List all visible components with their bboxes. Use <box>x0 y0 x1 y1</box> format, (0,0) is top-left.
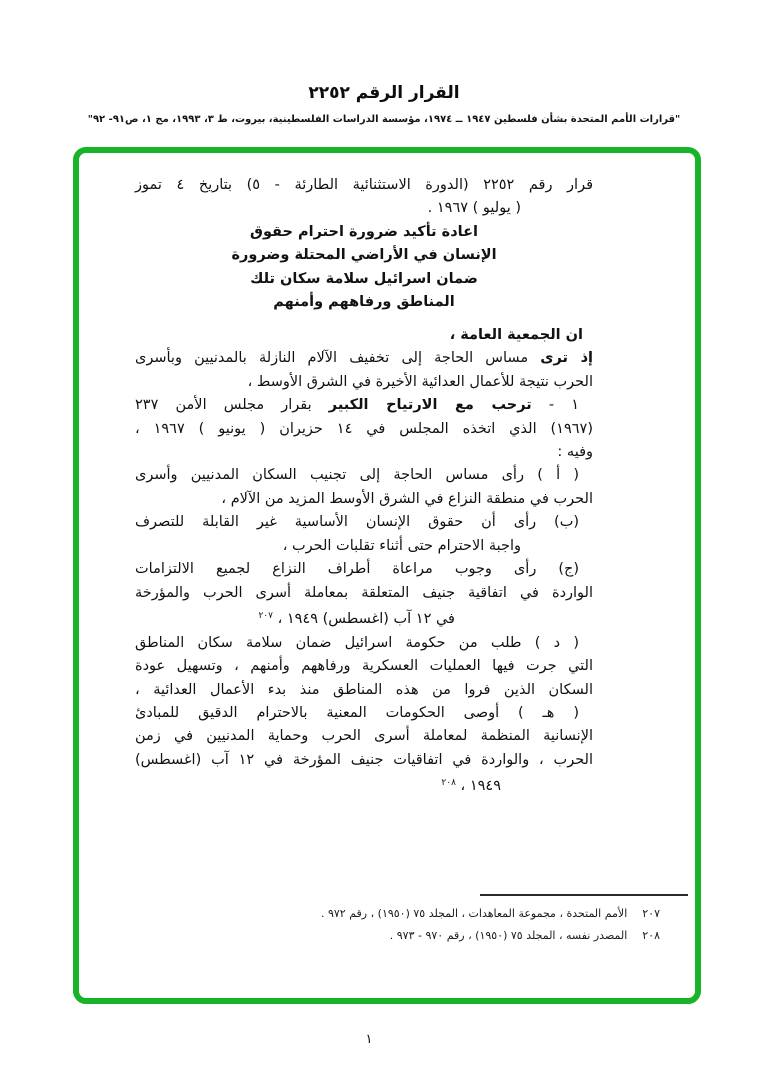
footnote-207-row <box>321 903 660 925</box>
preamble-clause-line-1 <box>135 347 593 370</box>
operative-1-line-3: وفيه : <box>557 443 593 460</box>
page-number: ١ <box>365 1032 373 1047</box>
operative-1-rest: بقرار مجلس الأمن ٢٣٧ <box>135 397 329 414</box>
footnotes <box>321 903 660 946</box>
operative-1-number: ١ - <box>531 397 579 414</box>
subject-line-1: اعادة تأكيد ضرورة احترام حقوق <box>250 223 478 240</box>
item-h-line-2: الإنسانية المنظمة لمعاملة أسرى الحرب وحماية المدنيين في زمن <box>135 728 593 745</box>
footnote-ref-207: ٢٠٧ <box>258 611 273 622</box>
source-citation: "قرارات الأمم المتحدة بشأن فلسطين ١٩٤٧ ــ ١٩٧٤، مؤسسة الدراسات الفلسطينية، بيروت، ط ٣، ١٩٩٣، مج ١، ص٩١- ٩٢" <box>87 114 681 125</box>
footnote-ref-208: ٢٠٨ <box>441 778 456 789</box>
item-c-line-1: (ج) رأى وجوب مراعاة أطراف النزاع لجميع الالتزامات <box>135 561 579 578</box>
item-d-line-1: ( د ) طلب من حكومة اسرائيل ضمان سلامة سكان المناطق <box>135 634 579 651</box>
footnote-207-number: ٢٠٧ <box>642 907 660 920</box>
resolution-intro-line-2: ( يوليو ) ١٩٦٧ . <box>427 200 521 217</box>
item-b-line-2: واجبة الاحترام حتى أثناء تقلبات الحرب ، <box>282 537 521 554</box>
subject-line-3: ضمان اسرائيل سلامة سكان تلك <box>250 270 478 287</box>
preamble-clause-line-2: الحرب نتيجة للأعمال العدائية الأخيرة في الشرق الأوسط ، <box>247 373 593 390</box>
item-a-line-2: الحرب في منطقة النزاع في الشرق الأوسط المزيد من الآلام ، <box>221 490 593 507</box>
item-c-line-2: الواردة في اتفاقية جنيف المتعلقة بمعاملة أسرى الحرب والمؤرخة <box>135 584 593 601</box>
preamble-assembly: ان الجمعية العامة ، <box>449 326 583 343</box>
item-d-line-3: السكان الذين فروا من هذه المناطق منذ بدء الأعمال العدائية ، <box>135 681 593 698</box>
footnote-208-row <box>321 925 660 947</box>
operative-1-bold: ترحب مع الارتياح الكبير <box>328 397 532 414</box>
preamble-clause-rest: مساس الحاجة إلى تخفيف الآلام النازلة بالمدنيين وبأسرى <box>135 350 541 367</box>
item-c-line-3 <box>135 605 593 631</box>
item-c-line-3-text: في ١٢ آب (اغسطس) ١٩٤٩ ، <box>277 611 455 628</box>
item-h-line-4-text: ١٩٤٩ ، <box>460 778 501 795</box>
item-b-line-1: (ب) رأى أن حقوق الإنسان الأساسية غير القابلة للتصرف <box>135 514 579 531</box>
page-title: القرار الرقم ٢٢٥٢ <box>308 83 460 103</box>
operative-1-line-2: (١٩٦٧) الذي اتخذه المجلس في ١٤ حزيران ( يونيو ) ١٩٦٧ ، <box>135 420 593 437</box>
item-h-line-4 <box>135 772 593 798</box>
footnote-208-number: ٢٠٨ <box>642 928 660 942</box>
subject-line-4: المناطق ورفاههم وأمنهم <box>273 294 455 311</box>
footnote-208-text: المصدر نفسه ، المجلد ٧٥ (١٩٥٠) ، رقم ٩٧٠ - ٩٧٣ . <box>389 928 628 942</box>
footnote-207-text: الأمم المتحدة ، مجموعة المعاهدات ، المجلد ٧٥ (١٩٥٠) ، رقم ٩٧٢ . <box>320 907 628 920</box>
item-h-line-1: ( هـ ) أوصى الحكومات المعنية بالاحترام الدقيق للمبادئ <box>135 704 579 721</box>
item-a-line-1: ( أ ) رأى مساس الحاجة إلى تجنيب السكان المدنيين وأسرى <box>135 467 579 484</box>
operative-1-line-1 <box>135 394 593 417</box>
resolution-intro-line-1: قرار رقم ٢٢٥٢ (الدورة الاستثنائية الطارئة - ٥) بتاريخ ٤ تموز <box>135 177 594 193</box>
item-d-line-2: التي جرت فيها العمليات العسكرية ورفاههم وأمنهم ، وتسهيل عودة <box>135 658 593 675</box>
item-h-line-3: الحرب ، والواردة في اتفاقيات جنيف المؤرخة في ١٢ آب (اغسطس) <box>135 751 594 768</box>
preamble-clause-bold: إذ ترى <box>540 350 593 367</box>
footnote-separator <box>480 894 688 896</box>
resolution-body <box>135 174 593 799</box>
subject-line-2: الإنسان في الأراضي المحتلة وضرورة <box>231 247 497 264</box>
